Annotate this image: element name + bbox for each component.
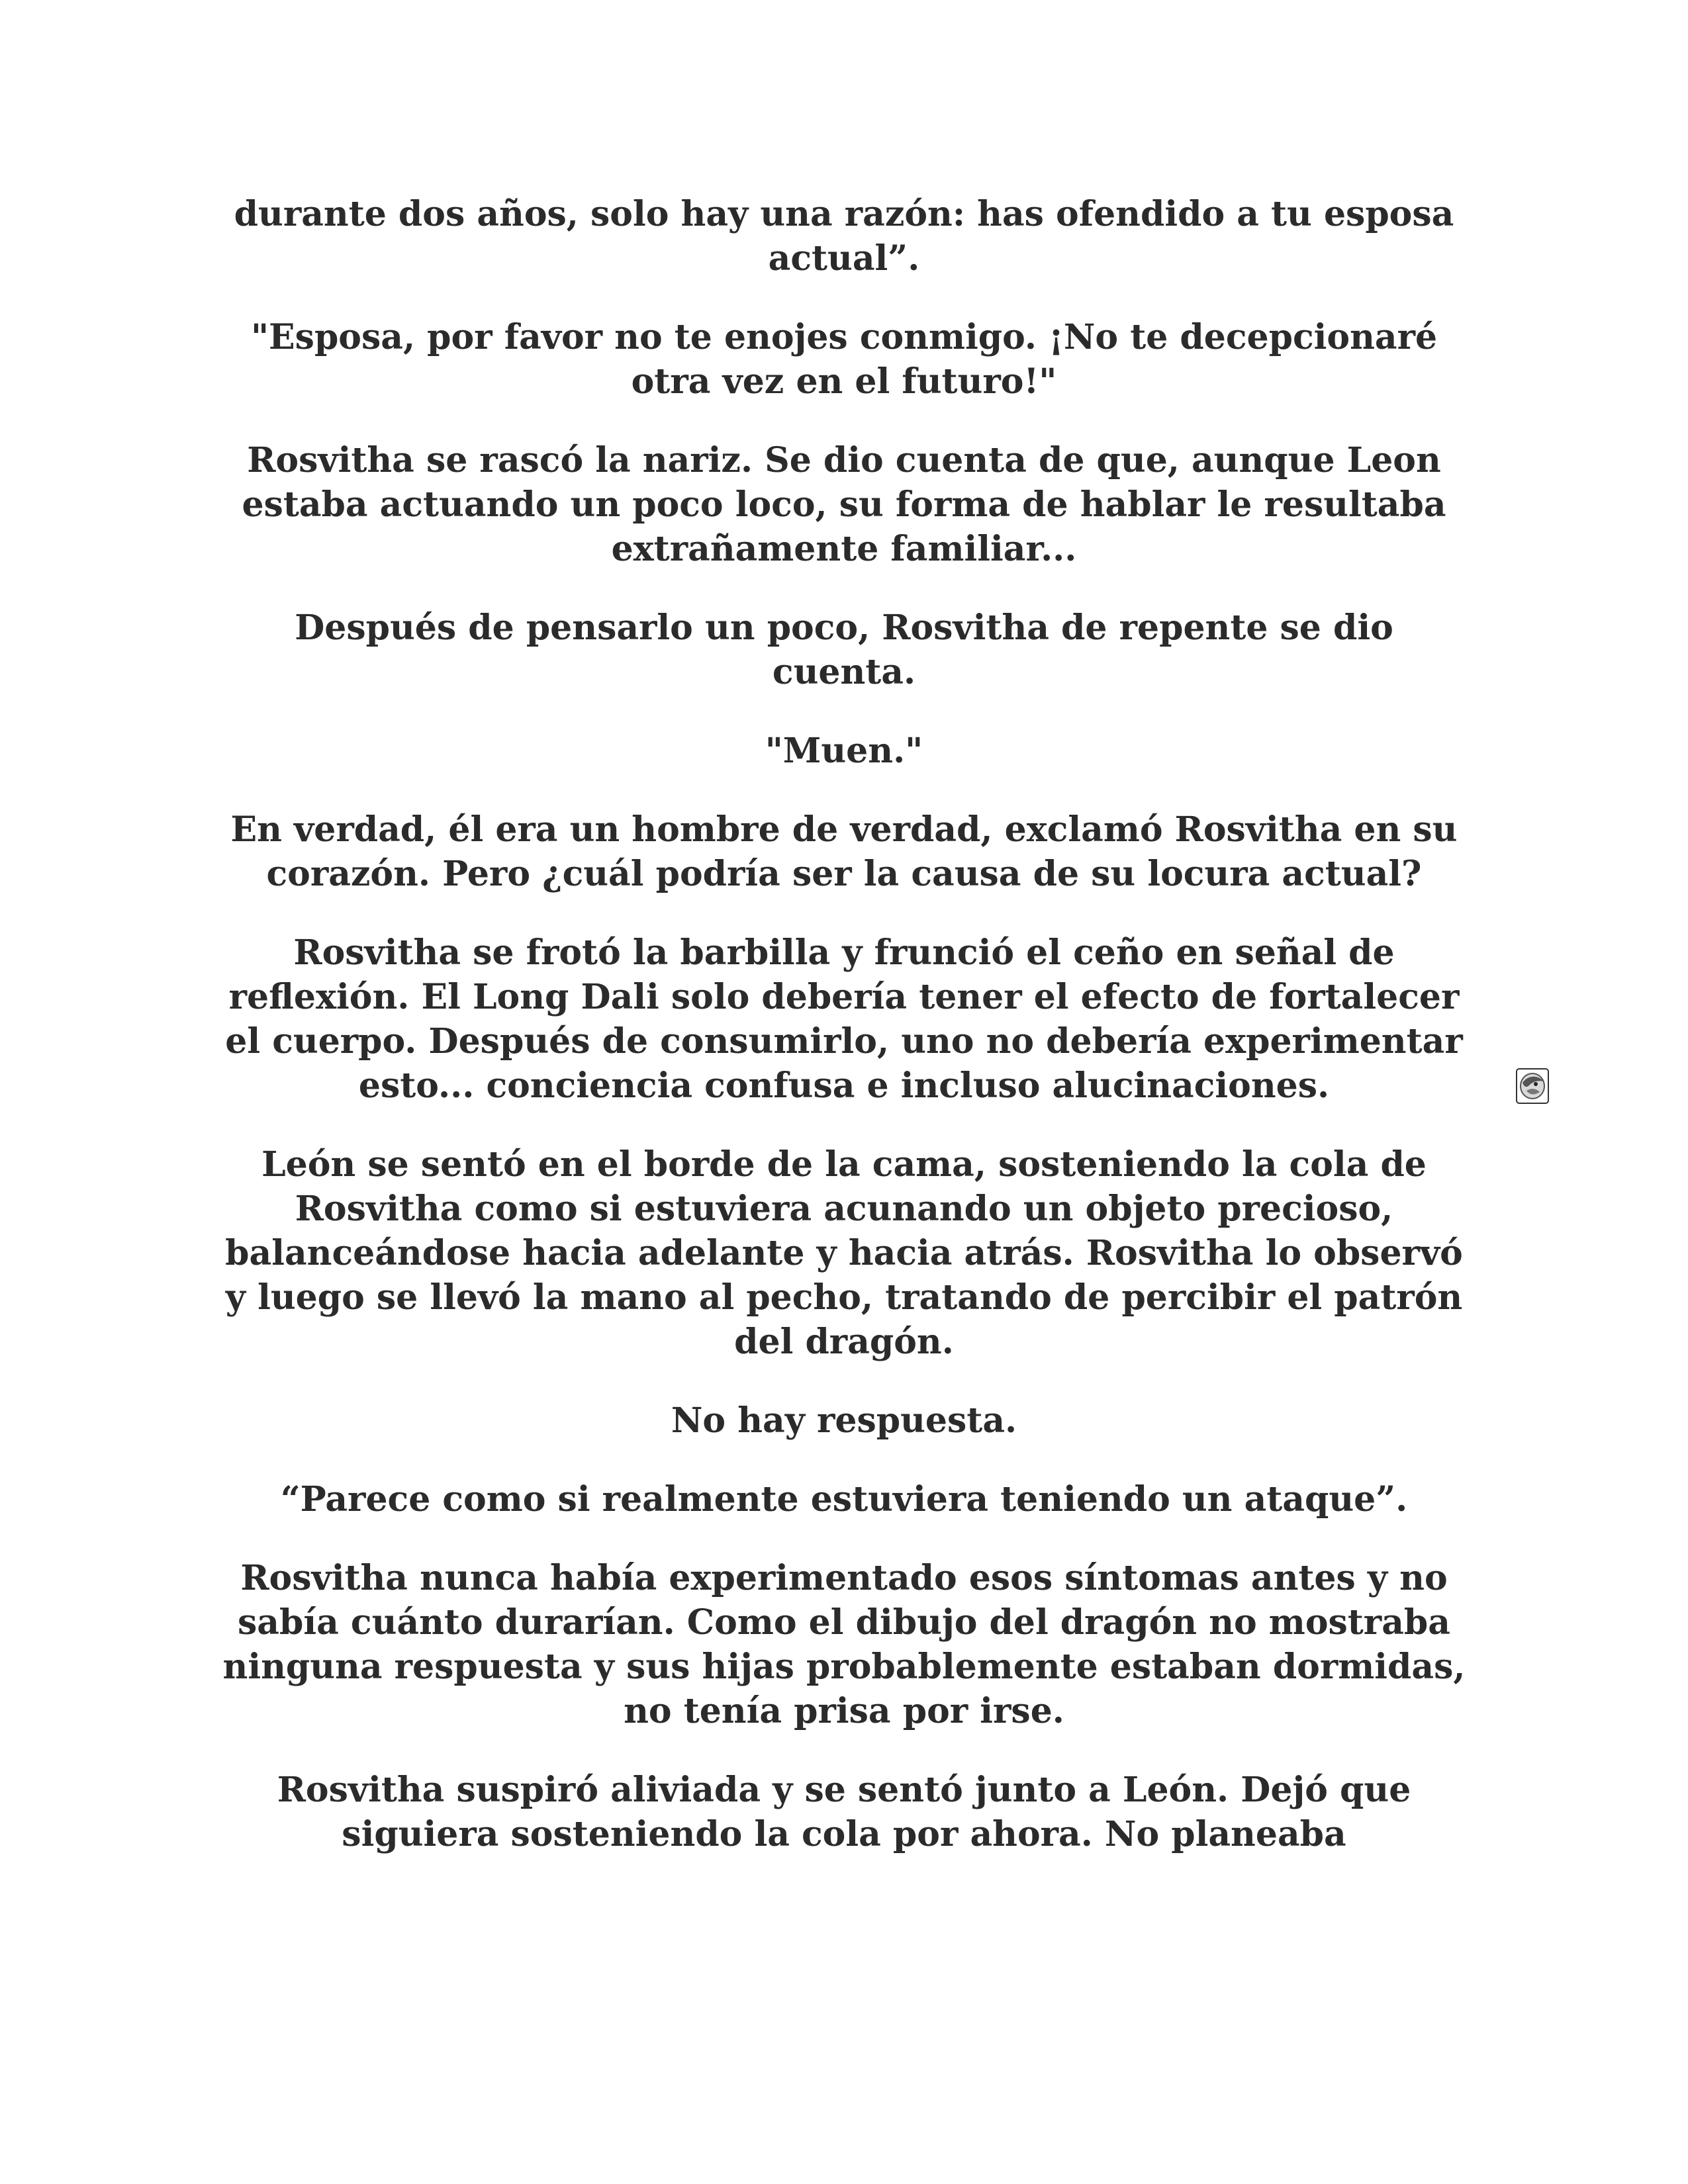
paragraph: "Esposa, por favor no te enojes conmigo. ¡No te decepcionaré otra vez en el futuro!" bbox=[250, 317, 1438, 402]
paragraph: Rosvitha se rascó la nariz. Se dio cuenta de que, aunque Leon estaba actuando un poco loco, su forma de hablar le resultaba extrañamente familiar... bbox=[242, 440, 1446, 569]
emblem-graphic bbox=[1516, 1068, 1549, 1104]
paragraph: Rosvitha nunca había experimentado esos síntomas antes y no sabía cuánto durarían. Como el dibujo del dragón no mostraba ninguna respuesta y sus hijas probablemente estaban dormidas, no tenía prisa por irse. bbox=[222, 1558, 1466, 1731]
paragraph: Después de pensarlo un poco, Rosvitha de repente se dio cuenta. bbox=[295, 608, 1393, 692]
body-text bbox=[218, 192, 1470, 1891]
paragraph: Rosvitha suspiró aliviada y se sentó junto a León. Dejó que siguiera sosteniendo la cola por ahora. No planeaba bbox=[277, 1770, 1411, 1854]
paragraph: No hay respuesta. bbox=[671, 1400, 1017, 1441]
small-emblem-icon bbox=[1516, 1068, 1549, 1104]
paragraph: durante dos años, solo hay una razón: has ofendido a tu esposa actual”. bbox=[234, 194, 1454, 279]
paragraph: En verdad, él era un hombre de verdad, exclamó Rosvitha en su corazón. Pero ¿cuál podría ser la causa de su locura actual? bbox=[230, 809, 1458, 894]
paragraph: “Parece como si realmente estuviera teniendo un ataque”. bbox=[280, 1479, 1408, 1520]
paragraph: León se sentó en el borde de la cama, sosteniendo la cola de Rosvitha como si estuviera acunando un objeto precioso, balanceándose hacia adelante y hacia atrás. Rosvitha lo observó y luego se llevó la mano al pecho, tratando de percibir el patrón del dragón. bbox=[225, 1144, 1463, 1362]
paragraph: Rosvitha se frotó la barbilla y frunció el ceño en señal de reflexión. El Long Dali solo debería tener el efecto de fortalecer el cuerpo. Después de consumirlo, uno no debería experimentar esto... conciencia confusa e incluso alucinaciones. bbox=[225, 933, 1463, 1106]
paragraph: "Muen." bbox=[765, 731, 923, 771]
